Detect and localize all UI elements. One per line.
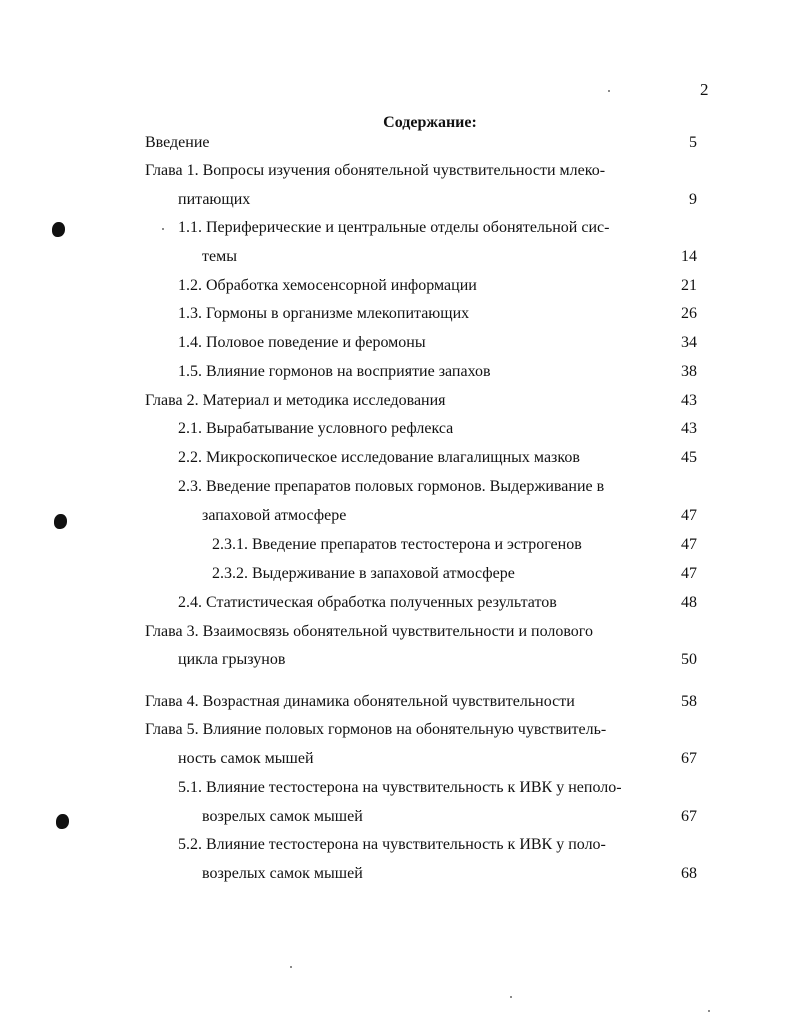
toc-entry-page: 48 [681,594,697,611]
toc-entry-page: 21 [681,277,697,294]
scan-speck [290,966,292,968]
page-number: 2 [700,80,709,99]
scan-speck [162,228,164,230]
toc-entry-page: 47 [681,507,697,524]
toc-entry-text: 2.2. Микроскопическое исследование влагалищных мазков [178,449,580,466]
toc-entry-text: Глава 5. Влияние половых гормонов на обонятельную чувствитель- [145,721,607,738]
toc-entry-page: 38 [681,363,697,380]
toc-entry-text: 1.3. Гормоны в организме млекопитающих [178,305,470,322]
toc-entry-text: темы [202,248,237,265]
toc-entry-text: Глава 2. Материал и методика исследования [145,392,446,409]
toc-entry-page: 9 [689,191,697,208]
toc-entry-text: 2.3.2. Выдерживание в запаховой атмосфере [212,565,515,582]
toc-entry-page: 43 [681,392,697,409]
toc-entry-text: 2.3. Введение препаратов половых гормонов. Выдерживание в [178,478,605,495]
toc-entry-text: Глава 1. Вопросы изучения обонятельной чувствительности млеко- [145,162,606,179]
toc-entry-text: 2.3.1. Введение препаратов тестостерона и эстрогенов [212,536,582,553]
toc-entry-page: 67 [681,750,697,767]
toc-entry-page: 34 [681,334,697,351]
toc-entry-page: 45 [681,449,697,466]
toc-entry-text: ность самок мышей [178,750,314,767]
scan-speck [510,996,512,998]
toc-entry-page: 47 [681,536,697,553]
toc-entry-text: 1.2. Обработка хемосенсорной информации [178,277,477,294]
toc-entry-text: цикла грызунов [178,651,286,668]
toc-entry-page: 58 [681,693,697,710]
toc-entry-text: 2.4. Статистическая обработка полученных результатов [178,594,557,611]
toc-entry-text: возрелых самок мышей [202,865,363,882]
toc-title: Содержание: [383,114,477,131]
toc-entry-page: 47 [681,565,697,582]
punch-hole-mark [52,222,65,237]
scan-speck [708,1010,710,1012]
toc-entry-page: 68 [681,865,697,882]
toc-entry-text: возрелых самок мышей [202,808,363,825]
toc-entry-text: питающих [178,191,251,208]
toc-entry-page: 26 [681,305,697,322]
toc-entry-text: 5.2. Влияние тестостерона на чувствительность к ИВК у поло- [178,836,606,853]
toc-entry-text: 2.1. Вырабатывание условного рефлекса [178,420,454,437]
toc-entry-text: запаховой атмосфере [202,507,347,524]
scan-speck [608,90,610,92]
toc-entry-text: 5.1. Влияние тестостерона на чувствительность к ИВК у неполо- [178,779,622,796]
punch-hole-mark [54,514,67,529]
punch-hole-mark [56,814,69,829]
toc-entry-page: 50 [681,651,697,668]
toc-entry-text: Введение [145,134,210,151]
toc-entry-text: 1.5. Влияние гормонов на восприятие запахов [178,363,491,380]
toc-entry-page: 14 [681,248,697,265]
toc-entry-page: 43 [681,420,697,437]
toc-entry-text: Глава 4. Возрастная динамика обонятельной чувствительности [145,693,575,710]
toc-entry-page: 67 [681,808,697,825]
toc-entry-text: 1.4. Половое поведение и феромоны [178,334,426,351]
toc-entry-text: Глава 3. Взаимосвязь обонятельной чувствительности и полового [145,623,593,640]
toc-entry-text: 1.1. Периферические и центральные отделы обонятельной сис- [178,219,610,236]
toc-entry-page: 5 [689,134,697,151]
